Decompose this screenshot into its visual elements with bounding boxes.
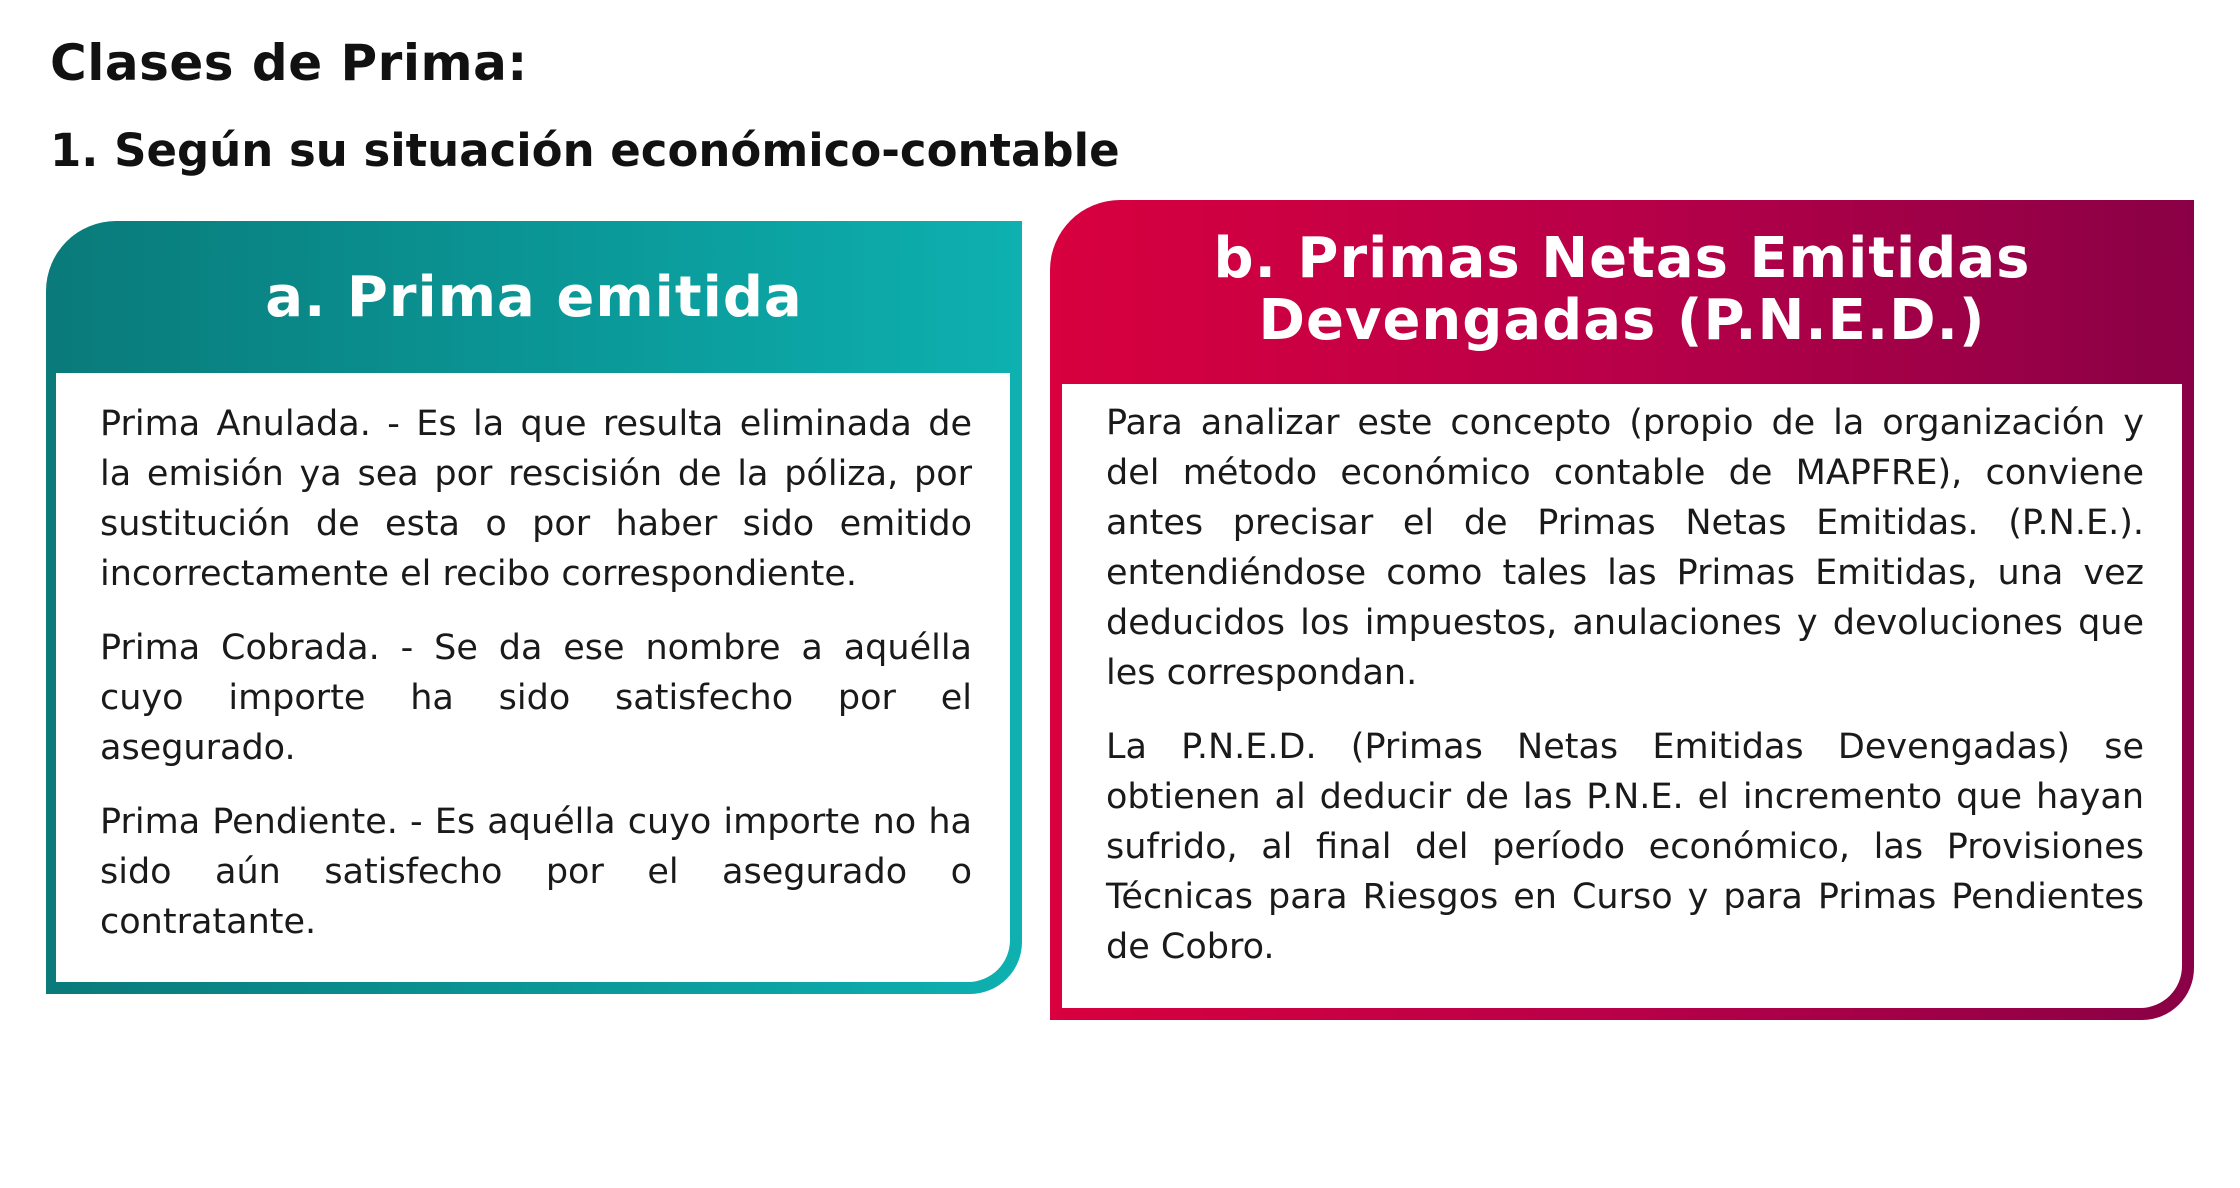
card-b-paragraph-pne: Para analizar este concepto (propio de la organización y del método económico contable de MAPFRE), conviene antes precisar el de Primas Netas Emitidas. (P.N.E.). entendiéndose como tales las Primas Emitidas, una vez deducidos los impuestos, anulaciones y devoluciones que les correspondan. — [1106, 403, 2144, 693]
card-a-heading: a. Prima emitida — [265, 264, 803, 330]
page-title: Clases de Prima: — [50, 34, 528, 92]
card-b-paragraph-pned: La P.N.E.D. (Primas Netas Emitidas Devengadas) se obtienen al deducir de las P.N.E. el incremento que hayan sufrido, al final del período económico, las Provisiones Técnicas para Riesgos en Curso y para Primas Pendientes de Cobro. — [1106, 727, 2144, 967]
card-b-body — [1062, 384, 2182, 1008]
section-subtitle: 1. Según su situación económico-contable — [50, 124, 1120, 177]
card-a-paragraph-anulada: Prima Anulada. - Es la que resulta eliminada de la emisión ya sea por rescisión de la póliza, por sustitución de esta o por haber sido emitido incorrectamente el recibo correspondiente. — [100, 404, 972, 594]
card-pned — [1050, 200, 2194, 1020]
card-a-paragraph-cobrada: Prima Cobrada. - Se da ese nombre a aquélla cuyo importe ha sido satisfecho por el asegurado. — [100, 628, 972, 768]
card-prima-emitida — [46, 221, 1022, 994]
card-b-heading: b. Primas Netas Emitidas Devengadas (P.N.E.D.) — [1213, 226, 2031, 353]
card-a-body — [56, 373, 1010, 982]
card-a-paragraph-pendiente: Prima Pendiente. - Es aquélla cuyo importe no ha sido aún satisfecho por el asegurado o contratante. — [100, 802, 972, 942]
